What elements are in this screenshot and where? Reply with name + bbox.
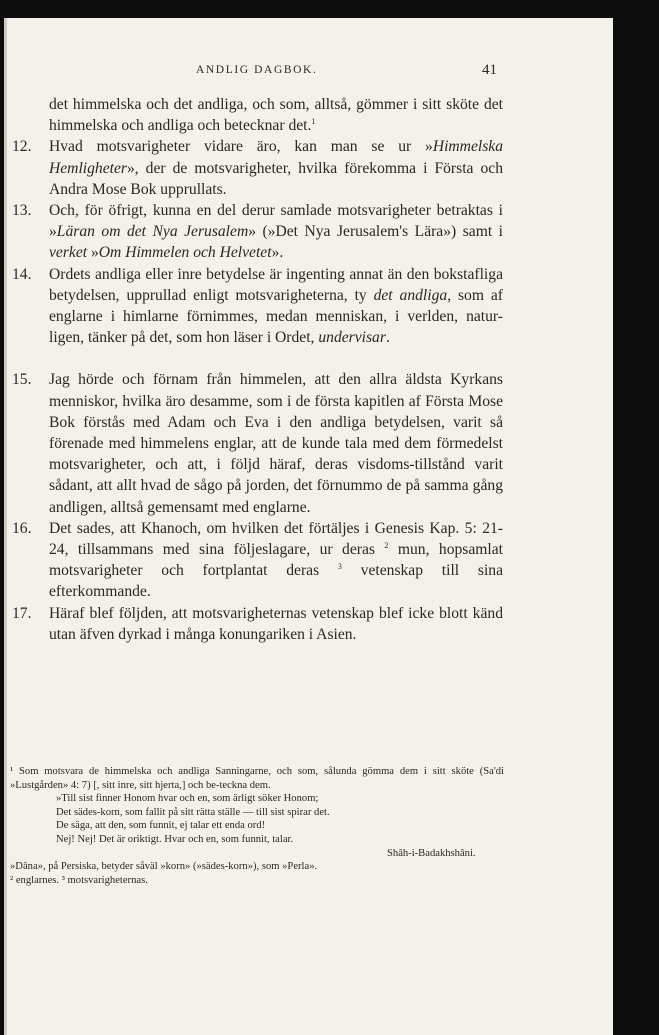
paragraph-number: 12. <box>12 138 32 156</box>
paragraph-number: 17. <box>12 604 32 622</box>
footnote-poem-line: Nej! Nej! Det är oriktigt. Hvar och en, som funnit, talar. <box>56 833 294 845</box>
text-run: det himmelska och det andliga, och som, alltså, gömmer i sitt sköte det himmelska och andliga och betecknar det. <box>49 96 503 135</box>
paragraph <box>4 369 613 517</box>
footnote-poem-line: De säga, att den, som funnit, ej talar ett enda ord! <box>56 820 266 832</box>
body-text <box>4 94 613 645</box>
paragraph <box>4 264 613 349</box>
text-run: Och, för öfrigt, kunna en del derur samlade motsvarigheter betraktas i » <box>49 202 503 241</box>
paragraph-text <box>49 264 503 349</box>
italic-title: verket <box>49 244 88 262</box>
paragraph <box>4 603 613 645</box>
footnote-2-3: ² englarnes. ³ motsvarigheternas. <box>10 874 148 886</box>
text-run: Det sades, att Khanoch, om hvilken det förtäljes i Genesis Kap. 5: 21-24, tillsammans med sina följeslagare, ur deras <box>49 519 503 559</box>
paragraph <box>4 94 613 136</box>
text-run: Ordets andliga eller inre betydelse är ingenting annat än den bokstafliga betydelsen, upprullad enligt motsvarigheterna, ty <box>49 265 503 304</box>
footnote-poem-line: »Till sist finner Honom hvar och en, som ärligt söker Honom; <box>56 793 319 805</box>
footnotes <box>4 765 613 887</box>
text-run: Häraf blef följden, att motsvarigheternas vetenskap blef icke blott känd utan äfven dyrkad i många konungariken i Asien. <box>49 604 503 643</box>
text-run: » (»Det Nya Jerusalem's Lära») samt i <box>248 223 503 241</box>
running-head: ANDLIG DAGBOK. <box>196 64 318 76</box>
text-run: mun, hopsamlat motsvarigheter och fortplantat deras <box>49 541 503 580</box>
paragraph-text <box>49 136 503 200</box>
footnote-dana: »Dâna», på Persiska, betyder såväl »korn» (»sädes-korn»), som »Perla». <box>10 861 318 873</box>
text-run: vetenskap till sina efterkommande. <box>49 562 503 601</box>
footnote-marker: 1 <box>311 117 316 127</box>
footnote-poem-line: Det sädes-korn, som fallit på sitt rätta ställe — till sist spirar det. <box>56 806 330 818</box>
book-page <box>4 18 613 1035</box>
text-run: » <box>87 244 99 262</box>
section-gap <box>4 348 613 369</box>
paragraph-number: 13. <box>12 202 32 220</box>
italic-title: det andliga <box>373 286 448 304</box>
paragraph-text <box>49 94 503 136</box>
italic-title: undervisar <box>318 329 386 347</box>
paragraph <box>4 518 613 603</box>
footnote-1: ¹ Som motsvara de himmelska och andliga Sanningarne, och som, sålunda gömma dem i sitt sköte (Sa'di »Lustgården» 4: 7) [, sitt inre, sitt hjerta,] och be-teckna dem. <box>10 766 504 791</box>
text-run: Jag hörde och förnam från himmelen, att den allra äldsta Kyrkans menniskor, hvilka äro desamme, som i de första kapitlen af Första Mose Bok förstås med Adam och Eva i den andliga betydelsen, varit så förenade med himmelens englar, att de kunde tala med dem förmedelst motsvarigheter, och att, i följd häraf, deras visdoms-tillstånd varit sådant, att allt hvad de sågo på jorden, det förnummo de på samma gång andligen, alltså gemensamt med englarne. <box>49 371 503 516</box>
paragraph-number: 14. <box>12 265 32 283</box>
italic-title: Himmelska Hemligheter <box>49 138 503 177</box>
paragraph <box>4 200 613 264</box>
paragraph-number: 15. <box>12 371 32 389</box>
page-number: 41 <box>482 62 497 78</box>
text-run: , som af englarne i himlarne förnimmes, medan menniskan, i verlden, natur-ligen, tänker på det, som hon läser i Ordet, <box>49 286 503 347</box>
text-run: ». <box>271 244 284 262</box>
paragraph-text <box>49 200 503 264</box>
italic-title: Läran om det Nya Jerusalem <box>56 223 249 241</box>
text-run: », der de motsvarigheter, hvilka förekomma i Första och Andra Mose Bok upprullats. <box>49 159 503 198</box>
footnote-attribution: Shâh-i-Badakhshâni. <box>387 847 476 859</box>
text-run: . <box>385 329 390 347</box>
italic-title: Om Himmelen och Helvetet <box>98 244 272 262</box>
footnote-marker: 2 <box>384 540 389 550</box>
paragraph-text <box>49 369 503 517</box>
paragraph-text <box>49 603 503 645</box>
paragraph-text <box>49 518 503 603</box>
paragraph <box>4 136 613 200</box>
paragraph-number: 16. <box>12 519 32 537</box>
text-run: Hvad motsvarigheter vidare äro, kan man se ur » <box>49 138 433 156</box>
footnote-marker: 3 <box>337 562 342 572</box>
